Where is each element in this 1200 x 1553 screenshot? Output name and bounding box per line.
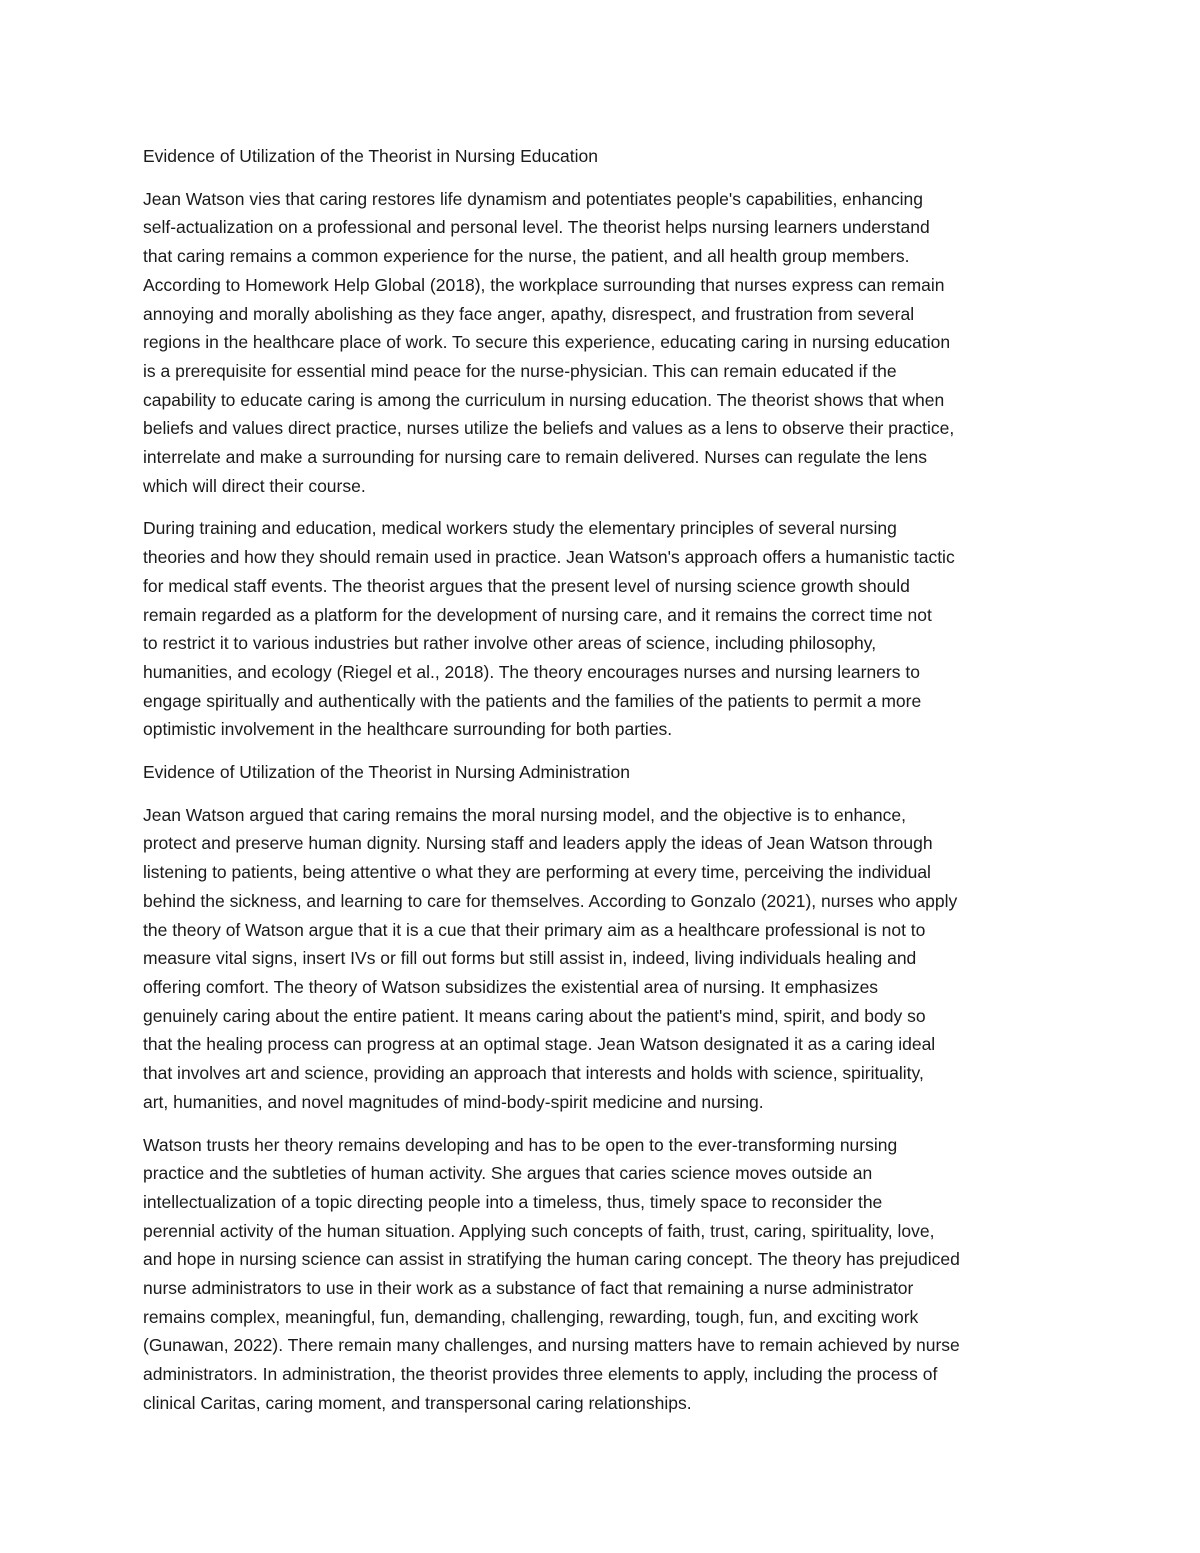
text-line: optimistic involvement in the healthcare surrounding for both parties. xyxy=(143,719,673,740)
text-line: behind the sickness, and learning to care for themselves. According to Gonzalo (2021), nurses who apply xyxy=(143,890,958,911)
text-line: and hope in nursing science can assist in stratifying the human caring concept. The theory has prejudiced xyxy=(143,1249,960,1270)
text-line: beliefs and values direct practice, nurses utilize the beliefs and values as a lens to observe their practice, xyxy=(143,418,955,439)
text-line: According to Homework Help Global (2018), the workplace surrounding that nurses express can remain xyxy=(143,274,945,295)
text-line: practice and the subtleties of human activity. She argues that caries science moves outside an xyxy=(143,1163,873,1184)
text-line: is a prerequisite for essential mind peace for the nurse-physician. This can remain educated if the xyxy=(143,360,897,381)
text-line: self-actualization on a professional and personal level. The theorist helps nursing learners understand xyxy=(143,217,930,238)
text-line: regions in the healthcare place of work. To secure this experience, educating caring in nursing education xyxy=(143,332,951,353)
text-line: clinical Caritas, caring moment, and transpersonal caring relationships. xyxy=(143,1392,692,1413)
text-line: measure vital signs, insert IVs or fill out forms but still assist in, indeed, living individuals healing and xyxy=(143,948,917,969)
text-line: intellectualization of a topic directing people into a timeless, thus, timely space to reconsider the xyxy=(143,1191,883,1212)
text-line: theories and how they should remain used in practice. Jean Watson's approach offers a humanistic tactic xyxy=(143,547,955,568)
text-line: protect and preserve human dignity. Nursing staff and leaders apply the ideas of Jean Watson through xyxy=(143,833,933,854)
text-line: remains complex, meaningful, fun, demanding, challenging, rewarding, tough, fun, and exciting work xyxy=(143,1306,919,1327)
text-line: genuinely caring about the entire patient. It means caring about the patient's mind, spirit, and body so xyxy=(143,1005,926,1026)
text-line: interrelate and make a surrounding for nursing care to remain delivered. Nurses can regulate the lens xyxy=(143,447,928,468)
document-page xyxy=(143,142,1063,1432)
section-heading-education: Evidence of Utilization of the Theorist in Nursing Education xyxy=(143,146,598,166)
text-line: Jean Watson argued that caring remains the moral nursing model, and the objective is to enhance, xyxy=(143,804,906,825)
text-line: humanities, and ecology (Riegel et al., 2018). The theory encourages nurses and nursing learners to xyxy=(143,661,920,682)
text-line: art, humanities, and novel magnitudes of mind-body-spirit medicine and nursing. xyxy=(143,1091,764,1112)
text-line: remain regarded as a platform for the development of nursing care, and it remains the correct time not xyxy=(143,604,932,625)
text-line: nurse administrators to use in their work as a substance of fact that remaining a nurse administrator xyxy=(143,1278,914,1299)
paragraph-administration-1 xyxy=(143,801,1063,1117)
text-line: administrators. In administration, the theorist provides three elements to apply, including the process of xyxy=(143,1364,938,1385)
text-line: annoying and morally abolishing as they face anger, apathy, disrespect, and frustration from several xyxy=(143,303,915,324)
text-line: that caring remains a common experience for the nurse, the patient, and all health group members. xyxy=(143,246,910,267)
text-line: perennial activity of the human situation. Applying such concepts of faith, trust, caring, spirituality, love, xyxy=(143,1220,935,1241)
text-line: engage spiritually and authentically with the patients and the families of the patients to permit a more xyxy=(143,690,922,711)
section-heading-administration: Evidence of Utilization of the Theorist in Nursing Administration xyxy=(143,762,631,783)
text-line: listening to patients, being attentive o what they are performing at every time, perceiving the individual xyxy=(143,862,931,883)
text-line: capability to educate caring is among the curriculum in nursing education. The theorist shows that when xyxy=(143,389,945,410)
text-line: to restrict it to various industries but rather involve other areas of science, including philosophy, xyxy=(143,633,877,654)
text-line: (Gunawan, 2022). There remain many challenges, and nursing matters have to remain achieved by nurse xyxy=(143,1335,960,1356)
text-line: for medical staff events. The theorist argues that the present level of nursing science growth should xyxy=(143,575,910,596)
text-line: During training and education, medical workers study the elementary principles of several nursing xyxy=(143,518,897,539)
text-line: Watson trusts her theory remains developing and has to be open to the ever-transforming nursing xyxy=(143,1134,898,1155)
text-line: Jean Watson vies that caring restores life dynamism and potentiates people's capabilities, enhancing xyxy=(143,188,923,209)
paragraph-education-2 xyxy=(143,514,1063,744)
text-line: that the healing process can progress at an optimal stage. Jean Watson designated it as a caring ideal xyxy=(143,1034,936,1055)
paragraph-administration-2 xyxy=(143,1131,1063,1418)
text-line: offering comfort. The theory of Watson subsidizes the existential area of nursing. It emphasizes xyxy=(143,976,879,997)
text-line: the theory of Watson argue that it is a cue that their primary aim as a healthcare professional is not to xyxy=(143,919,926,940)
paragraph-education-1 xyxy=(143,185,1063,501)
text-line: that involves art and science, providing an approach that interests and holds with science, spirituality, xyxy=(143,1063,924,1084)
text-line: which will direct their course. xyxy=(143,475,366,496)
